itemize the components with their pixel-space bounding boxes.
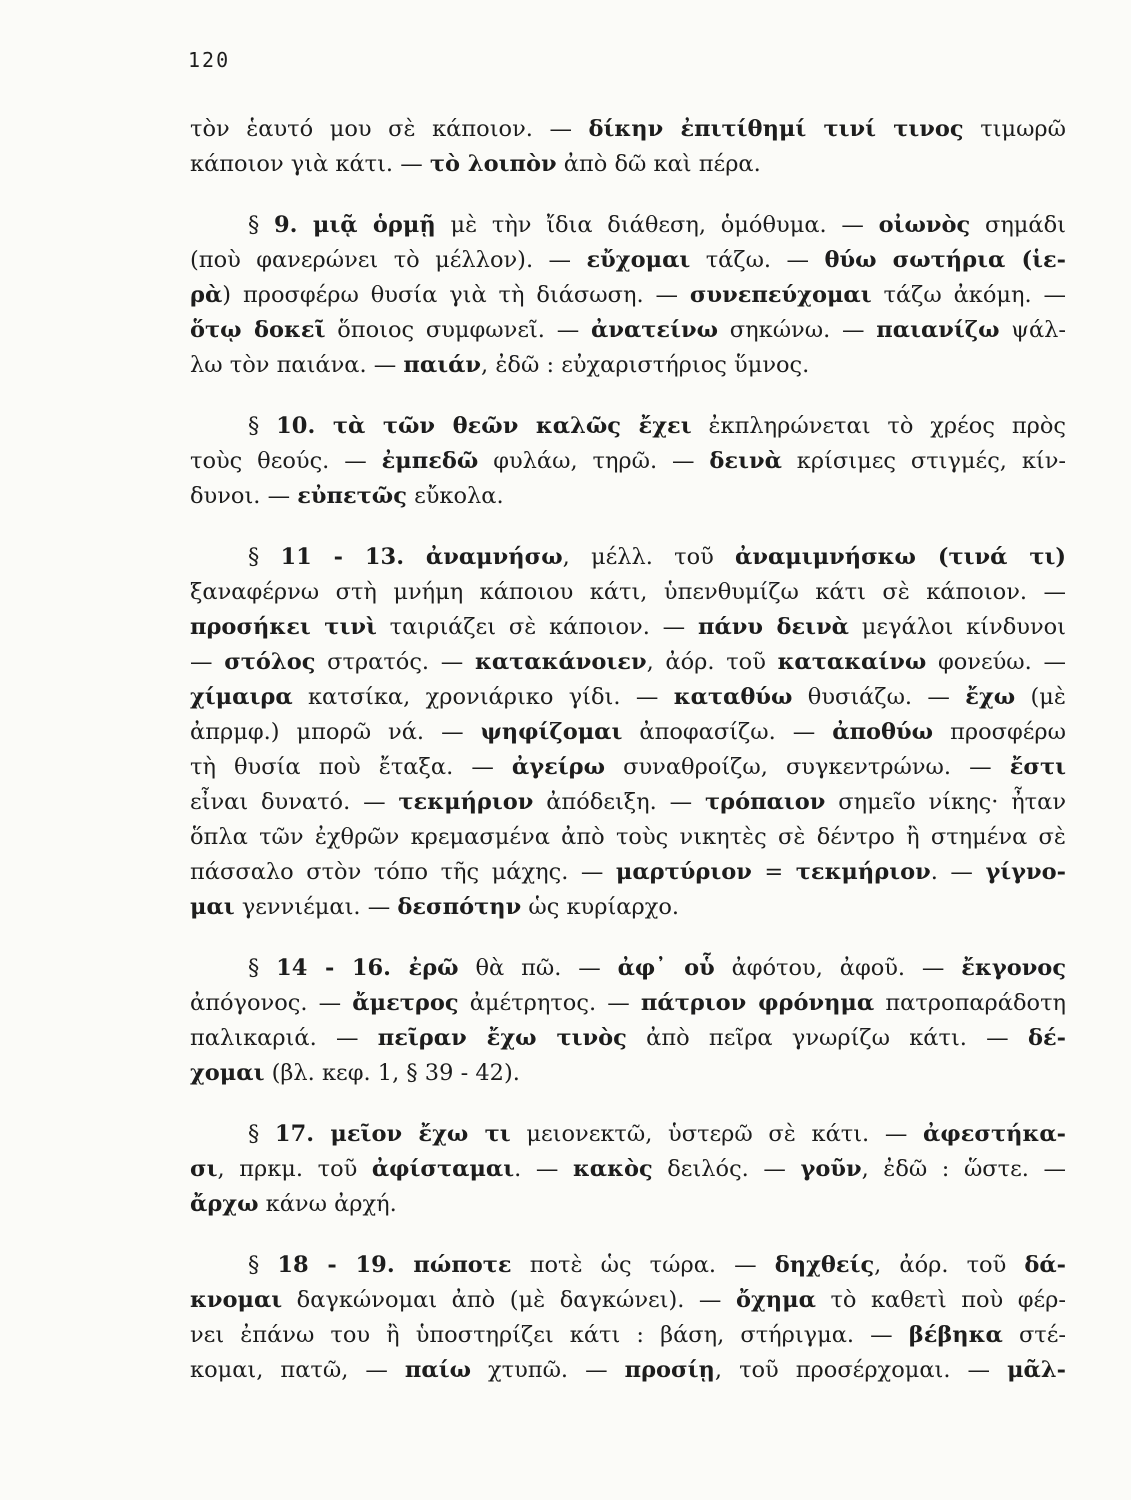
headword: πάνυ δεινὰ [698, 614, 849, 640]
headword: μᾶλ- [1007, 1357, 1066, 1383]
definition-text: ἀπὸ πεῖρα γνωρίζω κάτι. — [626, 1025, 1028, 1051]
definition-text: § [248, 413, 277, 439]
headword: παιάν [403, 352, 482, 378]
definition-text: τὴ θυσία ποὺ ἔταξα. — [190, 754, 512, 780]
section-heading-11-13 [190, 540, 1066, 575]
headword: 17. μεῖον ἔχω τι [274, 1121, 511, 1147]
definition-text: μὲ τὴν ἴδια διάθεση, ὁμόθυμα. — [435, 212, 879, 238]
text-line [190, 348, 1066, 383]
headword: ἀφεστήκα- [923, 1121, 1066, 1147]
definition-text: χτυπῶ. — [471, 1357, 625, 1383]
headword: κνομαι [190, 1287, 283, 1313]
text-line [190, 147, 1066, 182]
definition-text: (βλ. κεφ. 1, § 39 - 42). [264, 1060, 520, 1086]
headword: ρὰ [190, 282, 223, 308]
headword: κατακάνοιεν [474, 649, 647, 675]
headword: θύω σωτήρια (ἱε- [824, 247, 1066, 273]
headword: ἔχω [965, 684, 1016, 710]
definition-text: , μέλλ. τοῦ [562, 544, 736, 570]
definition-text: § [248, 544, 281, 570]
definition-text: μεγάλοι κίνδυνοι [849, 614, 1066, 640]
headword: συνεπεύχομαι [689, 282, 872, 308]
definition-text: δαγκώνομαι ἀπὸ (μὲ δαγκώνει). — [282, 1287, 736, 1313]
definition-text: ἀφότου, ἀφοῦ. — [714, 955, 962, 981]
definition-text: ταιριάζει σὲ κάποιον. — [376, 614, 698, 640]
definition-text: τὸ καθετὶ ποὺ φέρ- [815, 1287, 1066, 1313]
definition-text: ὡς κυρίαρχο. [521, 894, 680, 920]
headword: πάτριον φρόνημα [640, 990, 875, 1016]
headword: δά- [1024, 1252, 1067, 1278]
headword: παιανίζω [876, 317, 1000, 343]
definition-text: , τοῦ προσέρχομαι. — [714, 1357, 1008, 1383]
definition-text: ἀμέτρητος. — [458, 990, 641, 1016]
definition-text: , ἀόρ. τοῦ [646, 649, 778, 675]
glossary-text [190, 112, 1066, 1388]
headword: στόλος [224, 649, 316, 675]
definition-text: ὅποιος συμφωνεῖ. — [325, 317, 592, 343]
headword: τεκμήριον [398, 789, 534, 815]
headword: κακὸς [572, 1156, 653, 1182]
headword: προσήκει τινὶ [190, 614, 377, 640]
definition-text: τοὺς θεούς. — [190, 448, 382, 474]
definition-text: φυλάω, τηρῶ. — [478, 448, 710, 474]
headword: σι [190, 1156, 218, 1182]
definition-text: σηκώνω. — [718, 317, 877, 343]
headword: μαι [190, 894, 235, 920]
headword: ὅτῳ δοκεῖ [190, 317, 326, 343]
definition-text: . — [514, 1156, 573, 1182]
definition-text: στρατός. — [315, 649, 475, 675]
headword: ἀγείρω [511, 754, 606, 780]
definition-text: ποτὲ ὡς τώρα. — [511, 1252, 775, 1278]
definition-text: — [190, 649, 225, 675]
text-line [190, 1021, 1066, 1056]
definition-text: τὸν ἑαυτό μου σὲ κάποιον. — [190, 116, 589, 142]
definition-text: § [248, 1252, 278, 1278]
text-line [190, 243, 1066, 278]
text-line [190, 278, 1066, 313]
definition-text: ) προσφέρω θυσία γιὰ τὴ διάσωση. — [222, 282, 690, 308]
text-line [190, 479, 1066, 514]
headword: 18 - 19. πώποτε [277, 1252, 512, 1278]
headword: καταθύω [673, 684, 793, 710]
definition-text: προσφέρω [933, 719, 1067, 745]
text-line [190, 1353, 1066, 1388]
definition-text: , ἐδῶ : εὐχαριστήριος ὕμνος. [481, 352, 810, 378]
text-line [190, 313, 1066, 348]
definition-text: § [248, 955, 277, 981]
definition-text: (μὲ [1015, 684, 1066, 710]
headword: οἰωνὸς [878, 212, 971, 238]
definition-text: ἀπὸ δῶ καὶ πέρα. [556, 151, 761, 177]
definition-text: = [751, 859, 796, 885]
definition-text: λω τὸν παιάνα. — [190, 352, 404, 378]
text-line [190, 855, 1066, 890]
definition-text: κομαι, πατῶ, — [190, 1357, 405, 1383]
headword: τρόπαιον [705, 789, 826, 815]
headword: δίκην ἐπιτίθημί τινί τινος [588, 116, 964, 142]
headword: ἐμπεδῶ [381, 448, 479, 474]
definition-text: ξαναφέρνω στὴ μνήμη κάποιου κάτι, ὑπενθυμίζω κάτι σὲ κάποιον. — [190, 579, 1066, 605]
text-line [190, 785, 1066, 820]
section-heading-18-19 [190, 1248, 1066, 1283]
definition-text: τιμωρῶ [963, 116, 1067, 142]
definition-text: ἀπόγονος. — [190, 990, 353, 1016]
definition-text: , πρκμ. τοῦ [217, 1156, 372, 1182]
headword: δεσπότην [397, 894, 522, 920]
definition-text: δυνοι. — [190, 483, 298, 509]
definition-text: φονεύω. — [926, 649, 1066, 675]
text-line [190, 1056, 1066, 1091]
definition-text: ὅπλα τῶν ἐχθρῶν κρεμασμένα ἀπὸ τοὺς νικητὲς σὲ δέντρο ἢ στημένα σὲ [190, 824, 1066, 850]
definition-text: θυσιάζω. — [792, 684, 966, 710]
section-heading-9 [190, 208, 1066, 243]
headword: βέβηκα [908, 1322, 1003, 1348]
definition-text: § [248, 212, 274, 238]
headword: ἀνατείνω [591, 317, 719, 343]
definition-text: ἐκπληρώνεται τὸ χρέος πρὸς [691, 413, 1066, 439]
definition-text: , ἐδῶ : ὥστε. — [861, 1156, 1066, 1182]
headword: 14 - 16. ἐρῶ [276, 955, 459, 981]
headword: ἄρχω [190, 1191, 259, 1217]
definition-text: σημάδι [970, 212, 1066, 238]
text-line [190, 750, 1066, 785]
definition-text: παλικαριά. — [190, 1025, 378, 1051]
headword: κατακαίνω [777, 649, 927, 675]
definition-text: κάποιον γιὰ κάτι. — [190, 151, 430, 177]
headword: ἄμετρος [352, 990, 459, 1016]
definition-text: νει ἐπάνω του ἢ ὑποστηρίζει κάτι : βάση, στήριγμα. — [190, 1322, 909, 1348]
headword: ψηφίζομαι [480, 719, 623, 745]
headword: χομαι [190, 1060, 265, 1086]
headword: πεῖραν ἔχω τινὸς [377, 1025, 627, 1051]
definition-text: , ἀόρ. τοῦ [874, 1252, 1025, 1278]
definition-text: δειλός. — [652, 1156, 801, 1182]
text-line [190, 575, 1066, 610]
definition-text: (ποὺ φανερώνει τὸ μέλλον). — [190, 247, 587, 273]
headword: 9. μιᾷ ὁρμῇ [273, 212, 436, 238]
text-line [190, 715, 1066, 750]
text-line [190, 1318, 1066, 1353]
headword: παίω [404, 1357, 471, 1383]
headword: ἔστι [1009, 754, 1066, 780]
text-line [190, 680, 1066, 715]
text-line [190, 645, 1066, 680]
headword: 10. τὰ τῶν θεῶν καλῶς ἔχει [276, 413, 692, 439]
definition-text: σημεῖο νίκης· ἦταν [825, 789, 1066, 815]
section-heading-14-16 [190, 951, 1066, 986]
definition-text: ψάλ- [999, 317, 1066, 343]
definition-text: τάζω ἀκόμη. — [871, 282, 1067, 308]
headword: εὔχομαι [586, 247, 691, 273]
text-line [190, 444, 1066, 479]
headword: γίγνο- [985, 859, 1066, 885]
definition-text: εὔκολα. [406, 483, 504, 509]
definition-text: πάσσαλο στὸν τόπο τῆς μάχης. — [190, 859, 616, 885]
definition-text: θὰ πῶ. — [458, 955, 618, 981]
text-line [190, 1283, 1066, 1318]
headword: προσίῃ [624, 1357, 715, 1383]
headword: δεινὰ [709, 448, 782, 474]
text-line [190, 820, 1066, 855]
headword: τεκμήριον [795, 859, 931, 885]
headword: μαρτύριον [615, 859, 752, 885]
definition-text: μειονεκτῶ, ὑστερῶ σὲ κάτι. — [510, 1121, 924, 1147]
definition-text: κρίσιμες στιγμές, κίν- [781, 448, 1066, 474]
definition-text: ἀποφασίζω. — [622, 719, 833, 745]
definition-text: στέ- [1002, 1322, 1067, 1348]
text-line [190, 1152, 1066, 1187]
headword: δηχθείς [774, 1252, 875, 1278]
text-line [190, 986, 1066, 1021]
headword: ἀφ᾽ οὗ [617, 955, 715, 981]
text-line [190, 112, 1066, 147]
definition-text: ἀπρμφ.) μπορῶ νά. — [190, 719, 481, 745]
headword: γοῦν [800, 1156, 862, 1182]
headword: ἔκγονος [961, 955, 1067, 981]
definition-text: . — [930, 859, 986, 885]
definition-text: κάνω ἀρχή. [258, 1191, 397, 1217]
definition-text: συναθροίζω, συγκεντρώνω. — [605, 754, 1010, 780]
definition-text: τάζω. — [690, 247, 825, 273]
definition-text: κατσίκα, χρονιάρικο γίδι. — [292, 684, 674, 710]
headword: εὐπετῶς [297, 483, 407, 509]
section-heading-10 [190, 409, 1066, 444]
section-heading-17 [190, 1117, 1066, 1152]
headword: ἀποθύω [832, 719, 934, 745]
definition-text: πατροπαράδοτη [874, 990, 1066, 1016]
text-line [190, 1187, 1066, 1222]
text-line [190, 610, 1066, 645]
text-line [190, 890, 1066, 925]
headword: δέ- [1027, 1025, 1066, 1051]
headword: ἀφίσταμαι [371, 1156, 515, 1182]
definition-text: εἶναι δυνατό. — [190, 789, 399, 815]
headword: ὄχημα [735, 1287, 816, 1313]
definition-text: ἀπόδειξη. — [533, 789, 705, 815]
headword: ἀναμιμνήσκω (τινά τι) [735, 544, 1066, 570]
headword: 11 - 13. ἀναμνήσω [280, 544, 563, 570]
definition-text: § [248, 1121, 275, 1147]
headword: χίμαιρα [190, 684, 293, 710]
headword: τὸ λοιπὸν [429, 151, 557, 177]
definition-text: γεννιέμαι. — [234, 894, 398, 920]
page-number: 120 [188, 48, 231, 72]
